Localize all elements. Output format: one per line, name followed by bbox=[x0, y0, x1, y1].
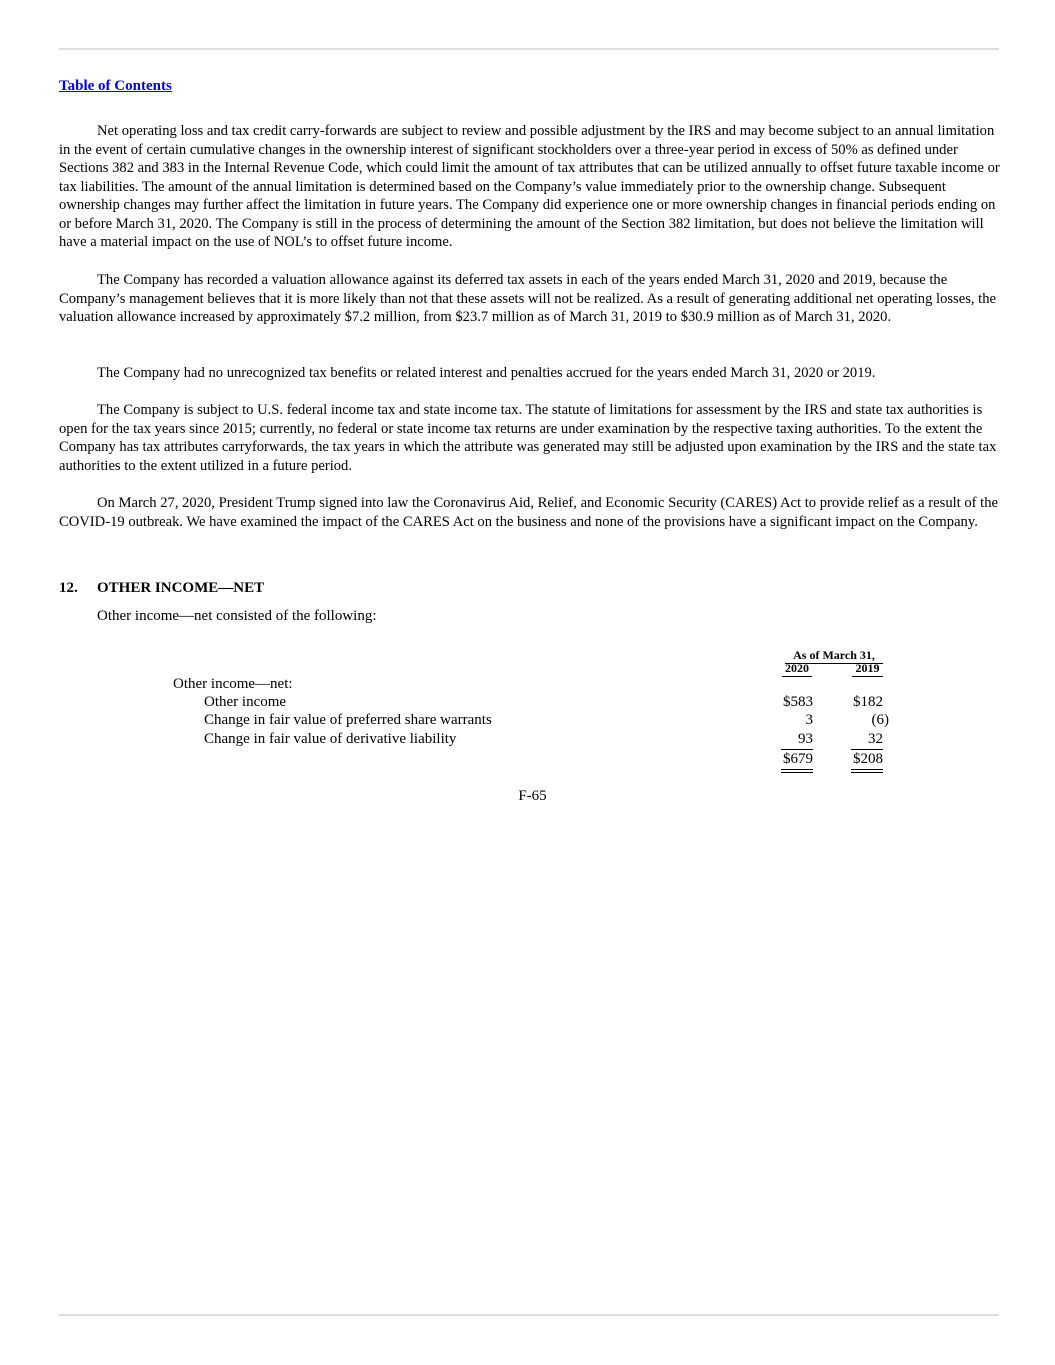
bottom-divider bbox=[59, 1314, 999, 1316]
table-cell-2020: $583 bbox=[783, 694, 813, 710]
table-row-label: Change in fair value of derivative liability bbox=[204, 731, 457, 747]
paragraph-statute-limitations: The Company is subject to U.S. federal income tax and state income tax. The statute of limitations for assessment by the IRS and state tax authorities is open for the tax years since 2015; currently, no federal or state income tax returns are under examination by the respective taxing authorities. To the extent the Company has tax attributes carryforwards, the tax years in which the attribute was generated may still be adjusted upon examination by the IRS and the state tax authorities to the extent utilized in a future period. bbox=[59, 402, 997, 474]
page-number: F-65 bbox=[518, 788, 547, 804]
total-double-rule-2020 bbox=[781, 769, 813, 773]
table-cell-2019: $182 bbox=[853, 694, 883, 710]
total-double-rule-2019 bbox=[851, 769, 883, 773]
table-total-2019: $208 bbox=[853, 751, 883, 767]
section-title: OTHER INCOME—NET bbox=[97, 580, 265, 596]
table-row-label: Change in fair value of preferred share warrants bbox=[204, 712, 492, 728]
section-heading bbox=[59, 580, 264, 597]
table-cell-2020: 3 bbox=[805, 712, 813, 728]
section-intro: Other income—net consisted of the following: bbox=[97, 608, 377, 624]
top-divider bbox=[59, 48, 999, 50]
subtotal-rule-2020 bbox=[781, 749, 813, 750]
column-header-2020: 2020 bbox=[782, 661, 812, 677]
table-of-contents-link[interactable]: Table of Contents bbox=[59, 78, 172, 94]
paragraph-valuation-allowance: The Company has recorded a valuation allowance against its deferred tax assets in each of the years ended March 31, 2020 and 2019, because the Company’s management believes that it is more likely than not that these assets will not be realized. As a result of generating additional net operating losses, the valuation allowance increased by approximately $7.2 million, from $23.7 million as of March 31, 2019 to $30.9 million as of March 31, 2020. bbox=[59, 272, 997, 325]
section-number: 12. bbox=[59, 580, 78, 596]
table-row-label: Other income bbox=[204, 694, 287, 710]
table-total-2020: $679 bbox=[783, 751, 813, 767]
table-group-label: Other income—net: bbox=[173, 676, 293, 692]
period-header: As of March 31, bbox=[785, 648, 883, 664]
paragraph-cares-act: On March 27, 2020, President Trump signed into law the Coronavirus Aid, Relief, and Economic Security (CARES) Act to provide relief as a result of the COVID-19 outbreak. We have examined the impact of the CARES Act on the business and none of the provisions have a significant impact on the Company. bbox=[59, 495, 999, 530]
table-cell-2019: (6) bbox=[871, 712, 889, 728]
subtotal-rule-2019 bbox=[851, 749, 883, 750]
column-header-2019: 2019 bbox=[852, 661, 883, 677]
table-cell-2020: 93 bbox=[798, 731, 813, 747]
paragraph-nol-limitation: Net operating loss and tax credit carry-forwards are subject to review and possible adjustment by the IRS and may become subject to an annual limitation in the event of certain cumulative changes in the ownership interest of significant stockholders over a three-year period in excess of 50% as defined under Sections 382 and 383 in the Internal Revenue Code, which could limit the amount of tax attributes that can be utilized annually to offset future taxable income or tax liabilities. The amount of the annual limitation is determined based on the Company’s value immediately prior to the ownership change. Subsequent ownership changes may further affect the limitation in future years. The Company did experience one or more ownership changes in financial periods ending on or before March 31, 2020. The Company is still in the process of determining the amount of the Section 382 limitation, but does not believe the limitation will have a material impact on the use of NOL’s to offset future income. bbox=[59, 123, 1000, 250]
paragraph-unrecognized-benefits: The Company had no unrecognized tax benefits or related interest and penalties accrued for the years ended March 31, 2020 or 2019. bbox=[97, 365, 876, 381]
table-cell-2019: 32 bbox=[868, 731, 883, 747]
